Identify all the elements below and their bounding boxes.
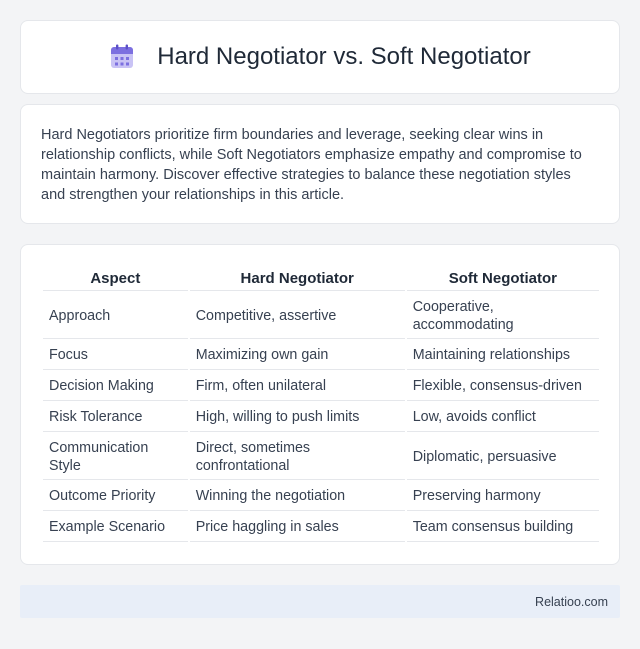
comparison-table [41, 265, 601, 544]
table-cell-aspect: Outcome Priority [43, 482, 188, 511]
footer [20, 585, 620, 618]
column-header-soft: Soft Negotiator [407, 267, 599, 291]
table-row [43, 434, 599, 480]
table-cell-soft: Low, avoids conflict [407, 403, 599, 432]
table-cell-hard: High, willing to push limits [190, 403, 405, 432]
table-cell-aspect: Communication Style [43, 434, 188, 480]
table-row [43, 403, 599, 432]
table-cell-hard: Firm, often unilateral [190, 372, 405, 401]
intro-card [20, 104, 620, 224]
table-cell-aspect: Decision Making [43, 372, 188, 401]
table-cell-hard: Price haggling in sales [190, 513, 405, 542]
comparison-card [20, 244, 620, 565]
table-row [43, 372, 599, 401]
table-cell-aspect: Risk Tolerance [43, 403, 188, 432]
table-cell-aspect: Focus [43, 341, 188, 370]
table-cell-soft: Preserving harmony [407, 482, 599, 511]
table-cell-hard: Competitive, assertive [190, 293, 405, 339]
calendar-icon [109, 44, 135, 70]
table-cell-aspect: Approach [43, 293, 188, 339]
table-row [43, 341, 599, 370]
table-row [43, 293, 599, 339]
title-card [20, 20, 620, 94]
table-cell-hard: Maximizing own gain [190, 341, 405, 370]
footer-brand[interactable]: Relatioo.com [535, 594, 608, 609]
table-cell-aspect: Example Scenario [43, 513, 188, 542]
table-cell-soft: Diplomatic, persuasive [407, 434, 599, 480]
table-cell-soft: Team consensus building [407, 513, 599, 542]
table-cell-soft: Cooperative, accommodating [407, 293, 599, 339]
intro-text: Hard Negotiators prioritize firm boundaries and leverage, seeking clear wins in relationship conflicts, while Soft Negotiators emphasize empathy and compromise to maintain harmony. Discover effective strategies to balance these negotiation styles and strengthen your relationships in this article. [41, 127, 582, 203]
table-row [43, 513, 599, 542]
table-cell-soft: Flexible, consensus-driven [407, 372, 599, 401]
table-cell-hard: Direct, sometimes confrontational [190, 434, 405, 480]
column-header-hard: Hard Negotiator [190, 267, 405, 291]
table-cell-soft: Maintaining relationships [407, 341, 599, 370]
table-row [43, 482, 599, 511]
page-title: Hard Negotiator vs. Soft Negotiator [157, 43, 531, 70]
column-header-aspect: Aspect [43, 267, 188, 291]
table-cell-hard: Winning the negotiation [190, 482, 405, 511]
table-header-row [43, 267, 599, 291]
